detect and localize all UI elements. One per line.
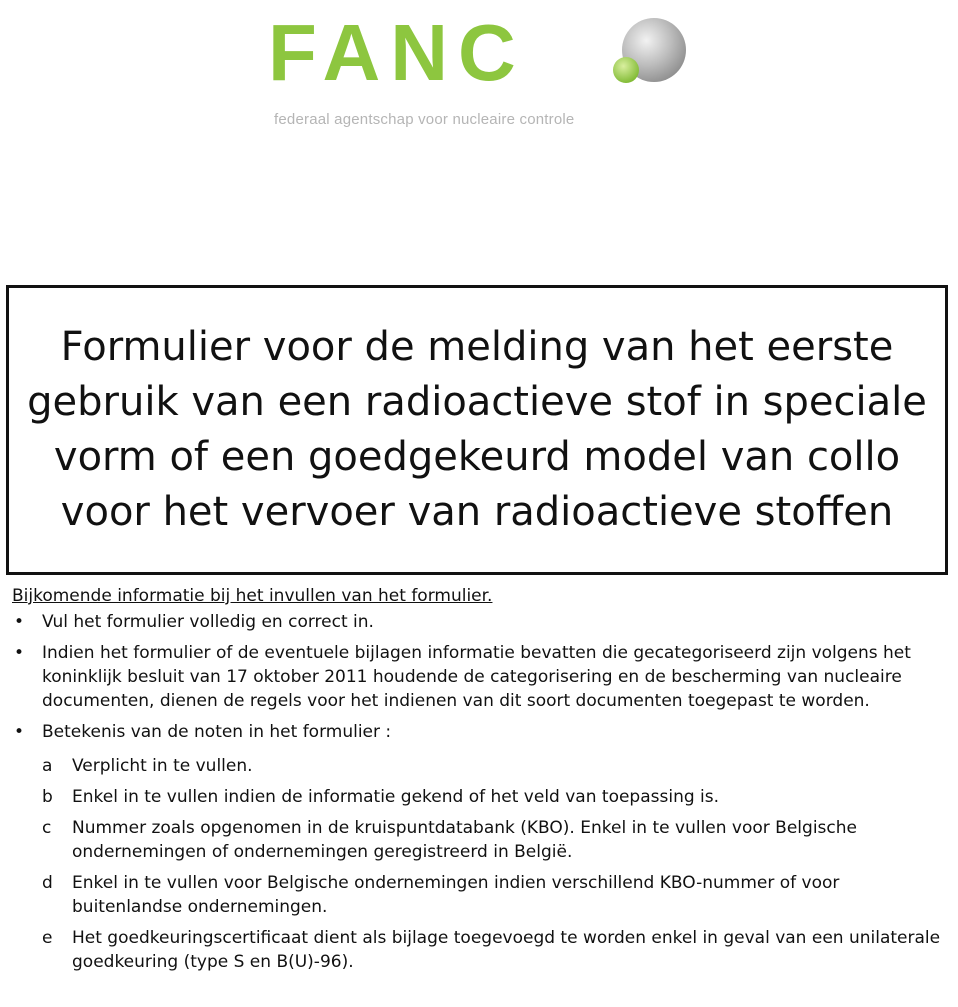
- note-text: Het goedkeuringscertificaat dient als bijlage toegevoegd te worden enkel in geval van een unilaterale goedkeuring (type S en B(U)-96).: [72, 928, 941, 972]
- note-letter: d: [42, 873, 53, 893]
- bullet-icon: •: [14, 722, 25, 742]
- note-item: [12, 785, 948, 809]
- logo-tagline: federaal agentschap voor nucleaire controle: [274, 111, 575, 128]
- info-heading: Bijkomende informatie bij het invullen van het formulier.: [12, 586, 493, 606]
- bullet-icon: •: [14, 643, 25, 663]
- note-text: Enkel in te vullen indien de informatie gekend of het veld van toepassing is.: [72, 787, 720, 807]
- note-letter: a: [42, 756, 53, 776]
- fanc-logo: [268, 8, 698, 138]
- note-letter: b: [42, 787, 53, 807]
- page-title: [27, 320, 927, 540]
- notes-list: [12, 754, 948, 974]
- note-letter: e: [42, 928, 53, 948]
- instruction-list: [12, 610, 948, 744]
- note-item: [12, 754, 948, 778]
- list-item-text: Betekenis van de noten in het formulier :: [42, 722, 392, 742]
- note-text: Enkel in te vullen voor Belgische ondernemingen indien verschillend KBO-nummer of voor buitenlandse ondernemingen.: [72, 873, 840, 917]
- note-letter: c: [42, 818, 52, 838]
- logo-sphere-icon: [608, 12, 688, 92]
- note-item: [12, 926, 948, 974]
- list-item-text: Indien het formulier of de eventuele bijlagen informatie bevatten die gecategoriseerd zijn volgens het koninklijk besluit van 17 oktober 2011 houdende de categorisering en de bescherming van nucleaire documenten, dienen de regels voor het indienen van dit soort documenten toegepast te worden.: [42, 643, 911, 711]
- bullet-icon: •: [14, 612, 25, 632]
- note-text: Verplicht in te vullen.: [72, 756, 253, 776]
- note-item: [12, 816, 948, 864]
- logo-wordmark: FANC: [268, 8, 526, 97]
- title-line: vorm of een goedgekeurd model van collo: [53, 434, 901, 480]
- list-item-text: Vul het formulier volledig en correct in.: [42, 612, 374, 632]
- info-section: [12, 584, 948, 981]
- list-item: [12, 641, 948, 713]
- list-item: [12, 610, 948, 634]
- note-item: [12, 871, 948, 919]
- title-box: [6, 285, 948, 575]
- title-line: Formulier voor de melding van het eerste: [60, 324, 894, 370]
- title-line: gebruik van een radioactieve stof in speciale: [27, 379, 927, 425]
- note-text: Nummer zoals opgenomen in de kruispuntdatabank (KBO). Enkel in te vullen voor Belgische ondernemingen of ondernemingen geregistreerd in België.: [72, 818, 857, 862]
- list-item: [12, 720, 948, 744]
- title-line: voor het vervoer van radioactieve stoffen: [60, 489, 894, 535]
